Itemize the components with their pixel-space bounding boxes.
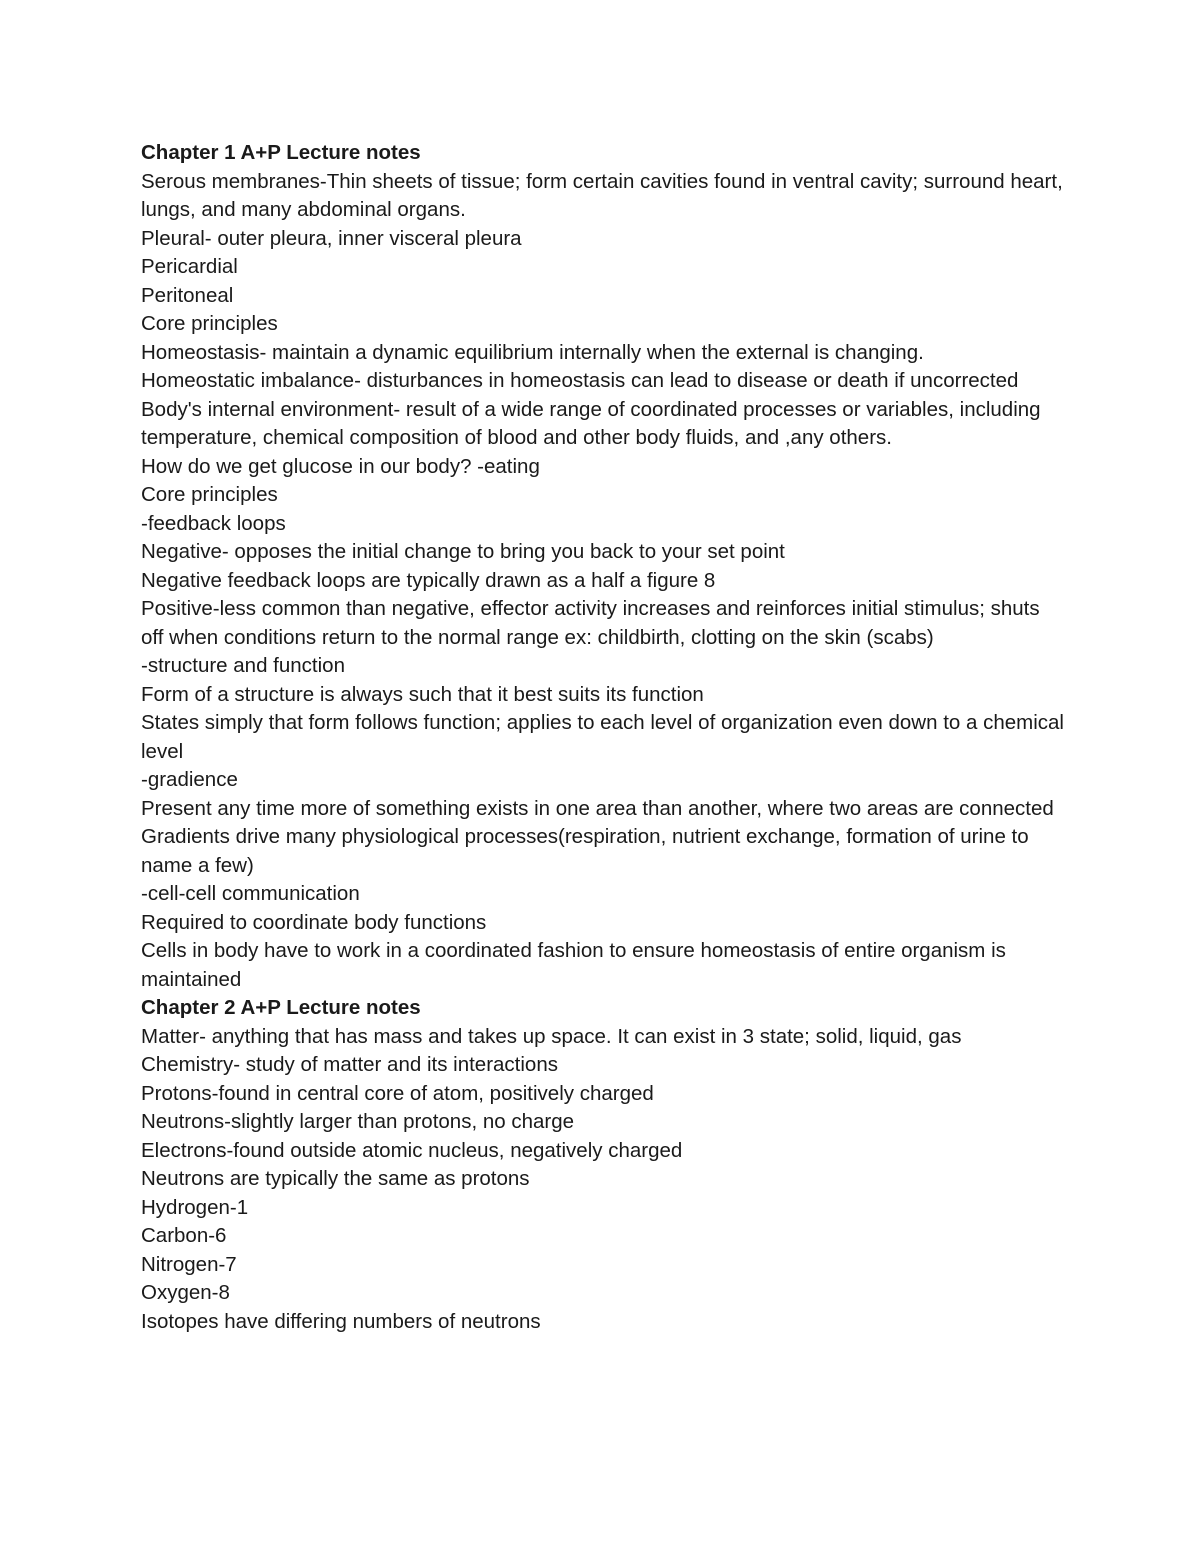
note-line: Serous membranes-Thin sheets of tissue; form certain cavities found in ventral cavity; surround heart, lungs, and many abdominal organs.	[141, 169, 1063, 221]
note-line: Matter- anything that has mass and takes up space. It can exist in 3 state; solid, liquid, gas	[141, 1024, 962, 1048]
note-line: Neutrons-slightly larger than protons, no charge	[141, 1110, 575, 1133]
note-line: Homeostatic imbalance- disturbances in homeostasis can lead to disease or death if uncorrected	[141, 369, 1019, 392]
chapter-2-heading: Chapter 2 A+P Lecture notes	[141, 996, 421, 1019]
note-line: Hydrogen-1	[141, 1195, 249, 1219]
note-line: Chemistry- study of matter and its interactions	[141, 1053, 558, 1076]
note-line: Protons-found in central core of atom, positively charged	[141, 1081, 654, 1105]
note-line: Required to coordinate body functions	[141, 910, 487, 934]
note-line: How do we get glucose in our body? -eating	[141, 454, 540, 478]
note-line: Oxygen-8	[141, 1281, 230, 1304]
note-line: Cells in body have to work in a coordinated fashion to ensure homeostasis of entire organism is maintained	[141, 939, 1006, 991]
note-line: Body's internal environment- result of a wide range of coordinated processes or variables, including temperature, chemical composition of blood and other body fluids, and ,any others.	[141, 397, 1041, 449]
note-line: Pericardial	[141, 255, 238, 278]
note-line: States simply that form follows function; applies to each level of organization even down to a chemical level	[141, 711, 1064, 763]
note-line: Neutrons are typically the same as protons	[141, 1167, 530, 1190]
note-line: Pleural- outer pleura, inner visceral pleura	[141, 226, 522, 250]
chapter-1-section	[141, 139, 1066, 994]
note-line: Gradients drive many physiological processes(respiration, nutrient exchange, formation of urine to name a few)	[141, 825, 1029, 877]
note-line: Present any time more of something exists in one area than another, where two areas are connected	[141, 796, 1054, 820]
note-line: Core principles	[141, 312, 278, 335]
note-line: -cell-cell communication	[141, 882, 360, 905]
note-line: Nitrogen-7	[141, 1252, 237, 1276]
note-line: Negative feedback loops are typically drawn as a half a figure 8	[141, 568, 716, 592]
note-line: Carbon-6	[141, 1224, 227, 1247]
note-line: Isotopes have differing numbers of neutrons	[141, 1309, 541, 1333]
note-line: Positive-less common than negative, effector activity increases and reinforces initial stimulus; shuts off when conditions return to the normal range ex: childbirth, clotting on the skin (scabs)	[141, 597, 1040, 649]
note-line: Core principles	[141, 483, 278, 506]
note-line: Homeostasis- maintain a dynamic equilibrium internally when the external is changing.	[141, 340, 924, 364]
document-page	[141, 139, 1066, 1336]
chapter-2-section	[141, 994, 1066, 1336]
chapter-1-heading: Chapter 1 A+P Lecture notes	[141, 141, 421, 164]
note-line: -feedback loops	[141, 511, 286, 535]
note-line: -structure and function	[141, 654, 345, 677]
note-line: Negative- opposes the initial change to bring you back to your set point	[141, 540, 785, 563]
note-line: Form of a structure is always such that it best suits its function	[141, 682, 704, 706]
note-line: Peritoneal	[141, 283, 234, 307]
note-line: Electrons-found outside atomic nucleus, negatively charged	[141, 1138, 683, 1162]
note-line: -gradience	[141, 768, 238, 791]
